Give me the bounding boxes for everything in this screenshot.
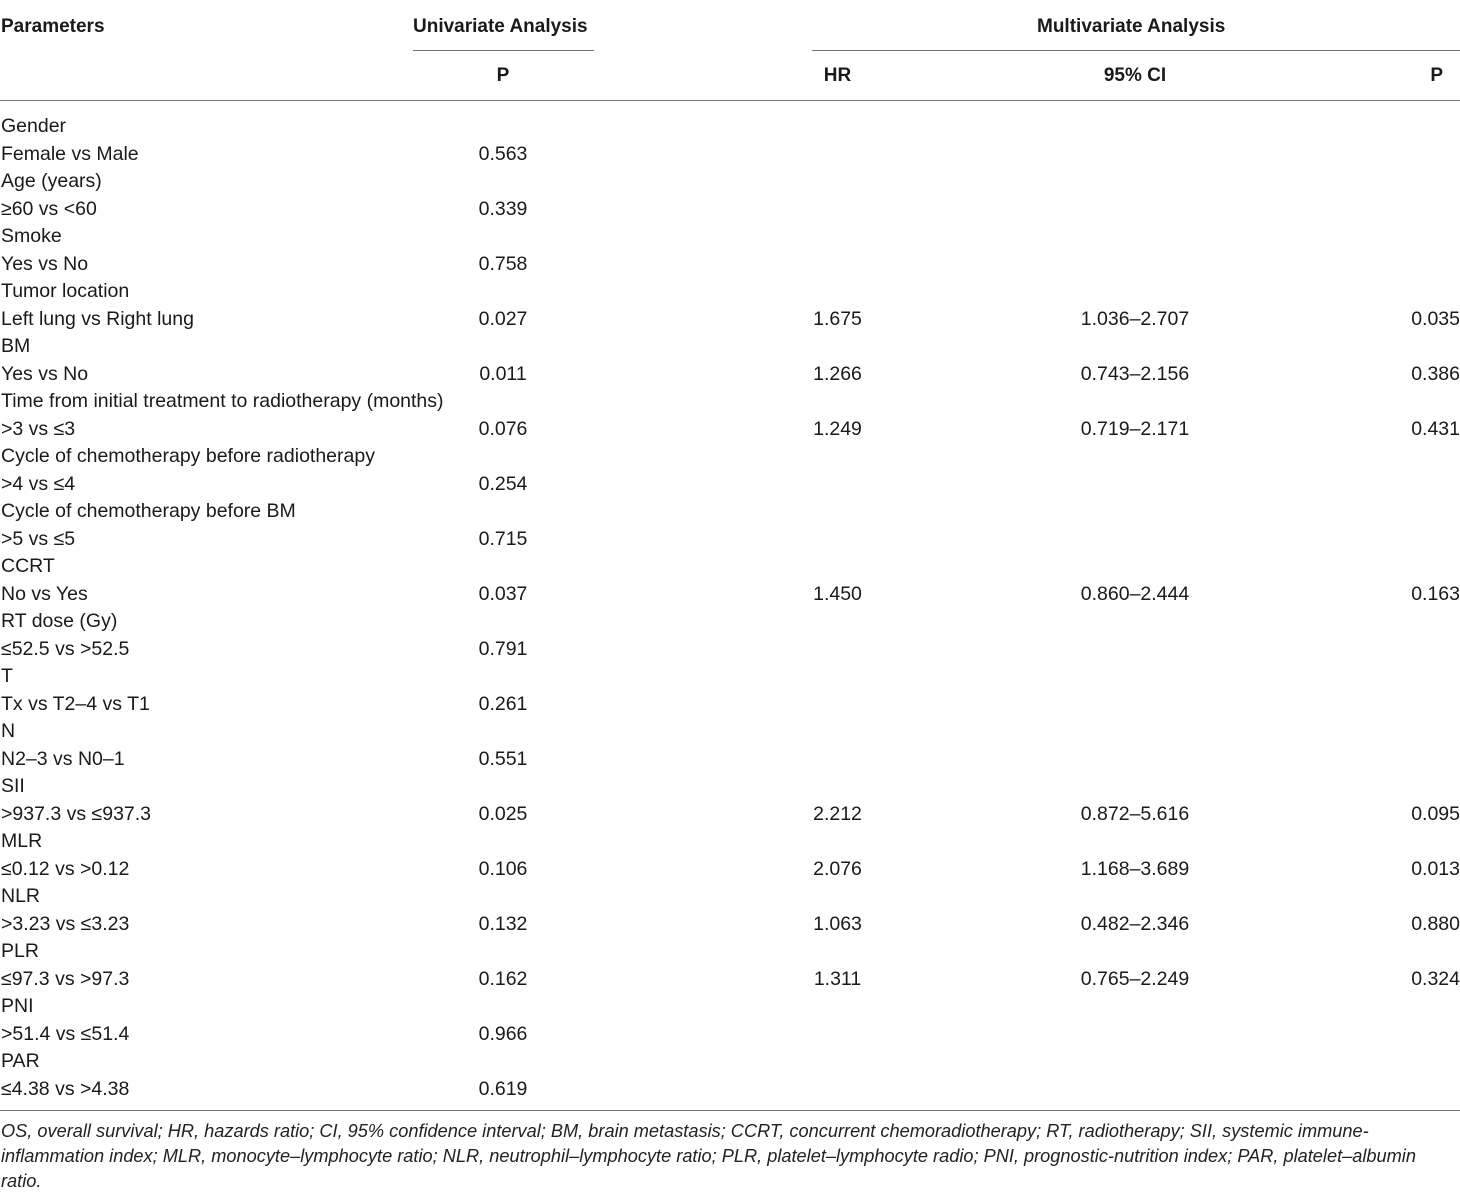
confidence-interval: 0.743–2.156	[1080, 362, 1190, 385]
hazard-ratio: 1.311	[813, 967, 862, 990]
univariate-p: 0.106	[478, 857, 528, 880]
table-row	[0, 306, 1460, 334]
table-row	[0, 361, 1460, 389]
confidence-interval: 0.765–2.249	[1080, 967, 1190, 990]
table-body	[0, 113, 1460, 1103]
univariate-p: 0.715	[478, 527, 528, 550]
univariate-p: 0.011	[479, 362, 527, 385]
table-row	[0, 608, 1460, 636]
table-row	[0, 388, 1460, 416]
multivariate-p: 0.880	[1411, 912, 1460, 935]
table-row	[0, 636, 1460, 664]
table-row	[0, 691, 1460, 719]
confidence-interval: 0.719–2.171	[1080, 417, 1190, 440]
row-label: RT dose (Gy)	[1, 610, 118, 632]
hazard-ratio: 2.212	[813, 802, 862, 825]
confidence-interval: 1.036–2.707	[1080, 307, 1190, 330]
table-row	[0, 113, 1460, 141]
header-univariate: Univariate Analysis	[413, 16, 588, 37]
row-label: Cycle of chemotherapy before radiotherapy	[1, 445, 375, 467]
row-label: Gender	[1, 115, 67, 137]
multivariate-p: 0.013	[1411, 857, 1460, 880]
univariate-p: 0.076	[478, 417, 528, 440]
row-label: N2–3 vs N0–1	[1, 747, 125, 770]
table-row	[0, 196, 1460, 224]
header-parameters: Parameters	[1, 16, 105, 37]
univariate-p: 0.162	[478, 967, 528, 990]
hazard-ratio: 1.249	[813, 417, 862, 440]
row-label: ≤4.38 vs >4.38	[1, 1077, 130, 1100]
table-row	[0, 581, 1460, 609]
table-row	[0, 1021, 1460, 1049]
univariate-p: 0.551	[478, 747, 528, 770]
confidence-interval: 0.860–2.444	[1080, 582, 1190, 605]
confidence-interval: 1.168–3.689	[1080, 857, 1190, 880]
table-footnote: OS, overall survival; HR, hazards ratio; CI, 95% confidence interval; BM, brain metastasis; CCRT, concurrent chemoradiotherapy; RT, radiotherapy; SII, systemic immune-inflammation index; MLR, monocyte–lymphocyte ratio; NLR, neutrophil–lymphocyte ratio; PLR, platelet–lymphocyte radio; PNI, prognostic-nutrition index; PAR, platelet–albumin ratio.	[1, 1121, 1416, 1191]
row-label: T	[1, 665, 13, 687]
header-bottom-rule	[0, 100, 1460, 101]
row-label: Age (years)	[1, 170, 102, 192]
row-label: Left lung vs Right lung	[1, 307, 194, 330]
row-label: >4 vs ≤4	[1, 472, 76, 495]
multivariate-underline	[812, 50, 1460, 51]
table-row	[0, 1076, 1460, 1104]
table-row	[0, 773, 1460, 801]
univariate-p: 0.758	[478, 252, 528, 275]
row-label: Yes vs No	[1, 362, 89, 385]
header-multi-p: P	[1430, 65, 1443, 86]
row-label: SII	[1, 775, 25, 797]
table-row	[0, 911, 1460, 939]
table-row	[0, 168, 1460, 196]
header-ci: 95% CI	[1103, 65, 1167, 86]
table-row	[0, 966, 1460, 994]
univariate-p: 0.966	[478, 1022, 528, 1045]
row-label: PAR	[1, 1050, 40, 1072]
table-row	[0, 663, 1460, 691]
table-row	[0, 1048, 1460, 1076]
univariate-p: 0.037	[478, 582, 528, 605]
table-row	[0, 416, 1460, 444]
table-row	[0, 828, 1460, 856]
row-label: ≥60 vs <60	[1, 197, 97, 220]
row-label: No vs Yes	[1, 582, 88, 605]
multivariate-p: 0.035	[1411, 307, 1460, 330]
row-label: Tx vs T2–4 vs T1	[1, 692, 150, 715]
row-label: >3 vs ≤3	[1, 417, 76, 440]
table-row	[0, 223, 1460, 251]
header-multivariate: Multivariate Analysis	[1037, 16, 1226, 37]
univariate-p: 0.619	[478, 1077, 528, 1100]
univariate-p: 0.563	[478, 142, 528, 165]
univariate-p: 0.339	[478, 197, 528, 220]
table-row	[0, 278, 1460, 306]
univariate-p: 0.261	[478, 692, 528, 715]
table-row	[0, 498, 1460, 526]
row-label: Yes vs No	[1, 252, 89, 275]
hazard-ratio: 1.266	[813, 362, 862, 385]
table-row	[0, 141, 1460, 169]
table-row	[0, 938, 1460, 966]
table-row	[0, 471, 1460, 499]
univariate-p: 0.132	[478, 912, 528, 935]
univariate-underline	[413, 50, 594, 51]
multivariate-p: 0.386	[1411, 362, 1460, 385]
table-row	[0, 553, 1460, 581]
confidence-interval: 0.482–2.346	[1080, 912, 1190, 935]
hazard-ratio: 1.063	[813, 912, 862, 935]
table-row	[0, 856, 1460, 884]
row-label: ≤0.12 vs >0.12	[1, 857, 130, 880]
table-row	[0, 443, 1460, 471]
row-label: PLR	[1, 940, 39, 962]
hazard-ratio: 1.450	[813, 582, 862, 605]
row-label: >51.4 vs ≤51.4	[1, 1022, 130, 1045]
table-row	[0, 333, 1460, 361]
univariate-p: 0.254	[478, 472, 528, 495]
row-label: ≤97.3 vs >97.3	[1, 967, 130, 990]
table-bottom-rule	[0, 1110, 1460, 1111]
row-label: CCRT	[1, 555, 55, 577]
multivariate-p: 0.163	[1411, 582, 1460, 605]
header-hr: HR	[823, 65, 852, 86]
multivariate-p: 0.324	[1411, 967, 1460, 990]
hazard-ratio: 1.675	[813, 307, 862, 330]
row-label: >5 vs ≤5	[1, 527, 76, 550]
row-label: >937.3 vs ≤937.3	[1, 802, 152, 825]
hazard-ratio: 2.076	[813, 857, 862, 880]
row-label: ≤52.5 vs >52.5	[1, 637, 130, 660]
row-label: Cycle of chemotherapy before BM	[1, 500, 296, 522]
row-label: N	[1, 720, 16, 742]
table-row	[0, 718, 1460, 746]
multivariate-p: 0.095	[1411, 802, 1460, 825]
table-row	[0, 526, 1460, 554]
row-label: Female vs Male	[1, 142, 139, 165]
row-label: MLR	[1, 830, 43, 852]
row-label: NLR	[1, 885, 41, 907]
table-row	[0, 883, 1460, 911]
table-row	[0, 801, 1460, 829]
multivariate-p: 0.431	[1411, 417, 1460, 440]
confidence-interval: 0.872–5.616	[1080, 802, 1190, 825]
univariate-p: 0.025	[478, 802, 528, 825]
header-uni-p: P	[496, 65, 510, 86]
row-label: PNI	[1, 995, 34, 1017]
table-row	[0, 746, 1460, 774]
row-label: Tumor location	[1, 280, 130, 302]
row-label: >3.23 vs ≤3.23	[1, 912, 130, 935]
table-row	[0, 993, 1460, 1021]
row-label: Smoke	[1, 225, 62, 247]
table-row	[0, 251, 1460, 279]
univariate-p: 0.027	[478, 307, 528, 330]
row-label: BM	[1, 335, 31, 357]
univariate-p: 0.791	[478, 637, 528, 660]
row-label: Time from initial treatment to radiotherapy (months)	[1, 390, 444, 412]
